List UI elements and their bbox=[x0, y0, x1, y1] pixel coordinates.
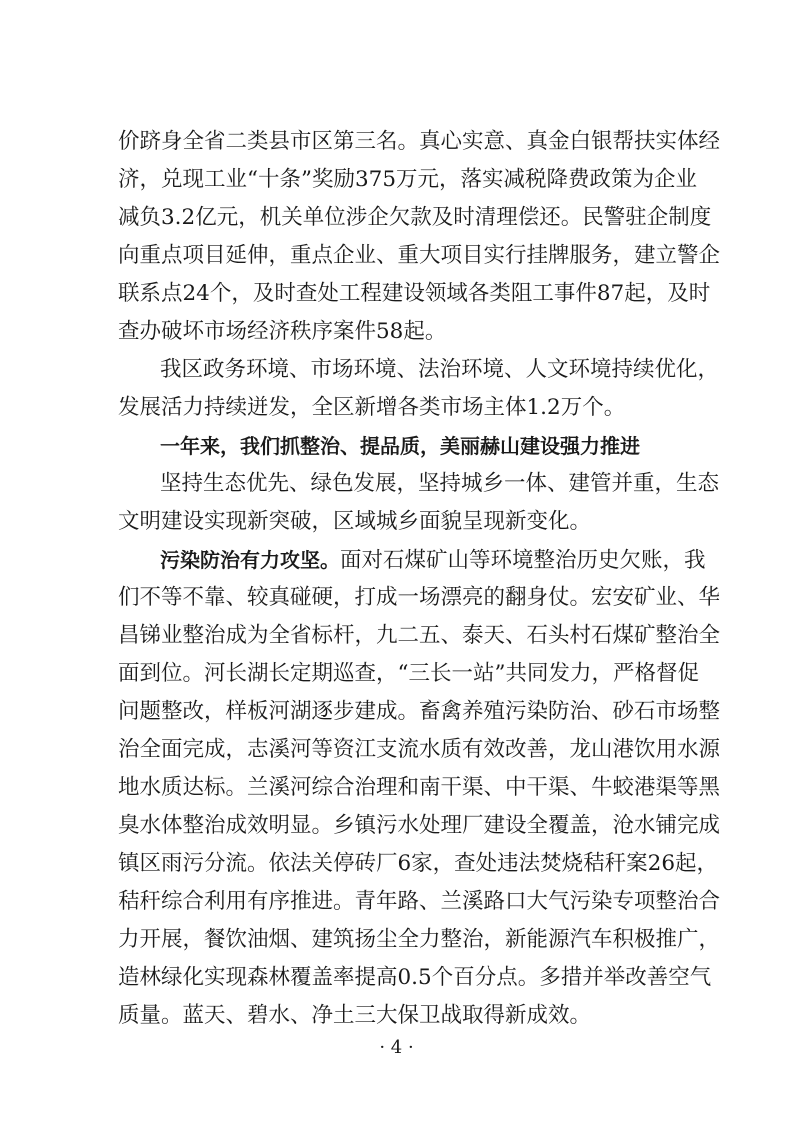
paragraph-line: 们不等不靠、较真碰硬，打成一场漂亮的翻身仗。宏安矿业、华 bbox=[118, 585, 721, 610]
paragraph-line: 镇区雨污分流。依法关停砖厂6家，查处违法焚烧秸秆案26起， bbox=[118, 851, 719, 876]
paragraph-line: 济，兑现工业“十条”奖励375万元，落实减税降费政策为企业 bbox=[118, 167, 698, 192]
paragraph-line: 价跻身全省二类县市区第三名。真心实意、真金白银帮扶实体经 bbox=[118, 129, 721, 154]
paragraph-line: 造林绿化实现森林覆盖率提高0.5个百分点。多措并举改善空气 bbox=[118, 965, 712, 990]
paragraph-line: 向重点项目延伸，重点企业、重大项目实行挂牌服务，建立警企 bbox=[118, 243, 721, 268]
paragraph-lead: 污染防治有力攻坚。 bbox=[160, 548, 340, 572]
section-heading: 一年来，我们抓整治、提品质，美丽赫山建设强力推进 bbox=[160, 434, 640, 458]
paragraph-line-with-lead bbox=[160, 545, 706, 575]
paragraph-line: 问题整改，样板河湖逐步建成。畜禽养殖污染防治、砂石市场整 bbox=[118, 699, 721, 724]
paragraph-line: 治全面完成，志溪河等资江支流水质有效改善，龙山港饮用水源 bbox=[118, 737, 721, 762]
paragraph-line: 文明建设实现新突破，区域城乡面貌呈现新变化。 bbox=[118, 509, 592, 534]
paragraph-line: 发展活力持续迸发，全区新增各类市场主体1.2万个。 bbox=[118, 395, 626, 420]
paragraph-line: 减负3.2亿元，机关单位涉企欠款及时清理偿还。民警驻企制度 bbox=[118, 205, 712, 230]
paragraph-line: 臭水体整治成效明显。乡镇污水处理厂建设全覆盖，沧水铺完成 bbox=[118, 813, 721, 838]
paragraph-line: 查办破坏市场经济秩序案件58起。 bbox=[118, 319, 447, 344]
page-number: · 4 · bbox=[379, 1037, 414, 1058]
paragraph-line: 坚持生态优先、绿色发展，坚持城乡一体、建管并重，生态 bbox=[160, 471, 720, 496]
paragraph-line: 面到位。河长湖长定期巡查，“三长一站”共同发力，严格督促 bbox=[118, 661, 699, 686]
paragraph-line: 昌锑业整治成为全省标杆，九二五、泰天、石头村石煤矿整治全 bbox=[118, 623, 721, 648]
paragraph-line: 我区政务环境、市场环境、法治环境、人文环境持续优化， bbox=[160, 357, 720, 382]
paragraph-line: 秸秆综合利用有序推进。青年路、兰溪路口大气污染专项整治合 bbox=[118, 889, 721, 914]
paragraph-line: 质量。蓝天、碧水、净土三大保卫战取得新成效。 bbox=[118, 1003, 592, 1028]
paragraph-line: 地水质达标。兰溪河综合治理和南干渠、中干渠、牛蛟港渠等黑 bbox=[118, 775, 721, 800]
paragraph-text: 面对石煤矿山等环境整治历史欠账，我 bbox=[340, 548, 706, 573]
paragraph-line: 联系点24个，及时查处工程建设领域各类阻工事件87起，及时 bbox=[118, 281, 711, 306]
paragraph-line: 力开展，餐饮油烟、建筑扬尘全力整治，新能源汽车积极推广， bbox=[118, 927, 721, 952]
